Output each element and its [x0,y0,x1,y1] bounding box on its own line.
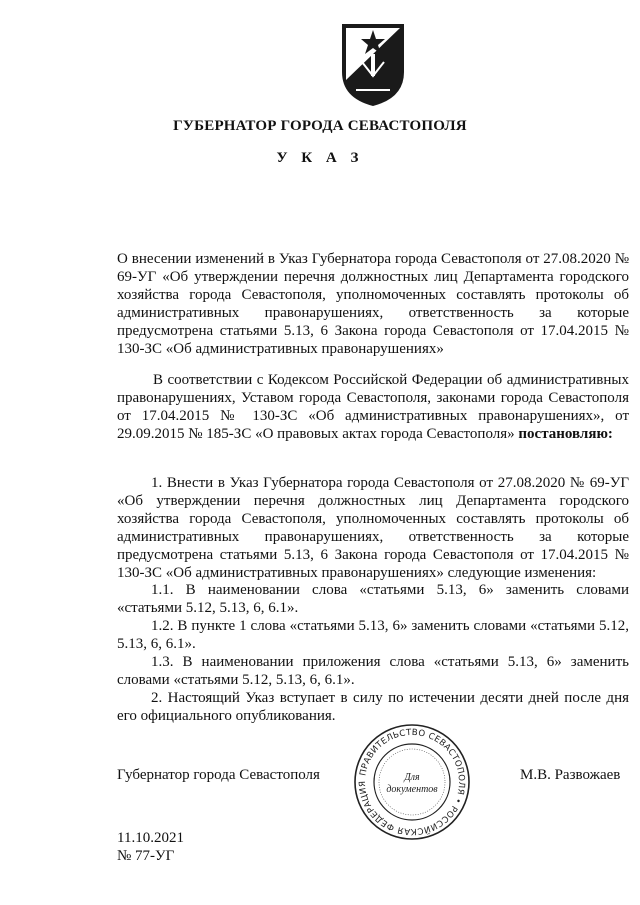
official-seal-stamp [352,722,472,842]
decree-preamble [117,251,629,358]
decree-item: 1. Внести в Указ Губернатора города Севастополя от 27.08.2020 № 69-УГ «Об утверждении перечня должностных лиц Департамента городского хозяйства города Севастополя, уполномоченных составлять протоколы об административных правонарушениях, ответственность за которые предусмотрена статьями 5.13, 6 Закона города Севастополя от 17.04.2015 № 130-ЗС «Об административных правонарушениях» следующие изменения: [117,475,629,581]
signer-name: М.В. Развожаев [520,767,621,783]
decree-word: постановляю: [518,425,613,442]
preamble-text: О внесении изменений в Указ Губернатора города Севастополя от 27.08.2020 № 69-УГ «Об утверждении перечня должностных лиц Департамента городского хозяйства города Севастополя, уполномоченных составлять протоколы об административных правонарушениях, ответственность за которые предусмотрена статьями 5.13, 6 Закона города Севастополя от 17.04.2015 № 130-ЗС «Об административных правонарушениях» [117,251,629,357]
decree-item: 2. Настоящий Указ вступает в силу по истечении десяти дней после дня его официального опубликования. [117,689,629,724]
sevastopol-coat-of-arms-icon [336,20,410,108]
seal-inner-line2: документов [386,784,438,795]
seal-outer-text: ПРАВИТЕЛЬСТВО СЕВАСТОПОЛЯ • РОССИЙСКАЯ ФЕДЕРАЦИЯ [357,727,467,837]
decree-item: 1.1. В наименовании слова «статьями 5.13, 6» заменить словами «статьями 5.12, 5.13, 6, 6.1». [117,582,629,617]
decree-number: № 77-УГ [117,848,175,864]
legal-basis [117,372,629,444]
decree-date: 11.10.2021 [117,830,184,846]
decree-items [117,475,629,726]
authority-title: ГУБЕРНАТОР ГОРОДА СЕВАСТОПОЛЯ [173,118,467,134]
decree-item: 1.3. В наименовании приложения слова «статьями 5.13, 6» заменить словами «статьями 5.12, 5.13, 6, 6.1». [117,654,629,688]
seal-inner-line1: Для [404,772,420,783]
document-type: У К А З [276,150,364,166]
basis-text: В соответствии с Кодексом Российской Федерации об административных правонарушениях, Уставом города Севастополя, законами города Севастополя от 17.04.2015 № 130-ЗС «Об административных правонарушениях», от 29.09.2015 № 185-ЗС «О правовых актах города Севастополя» [117,372,629,442]
signer-position: Губернатор города Севастополя [117,767,320,783]
decree-item: 1.2. В пункте 1 слова «статьями 5.13, 6» заменить словами «статьями 5.12, 5.13, 6, 6.1». [117,618,629,653]
